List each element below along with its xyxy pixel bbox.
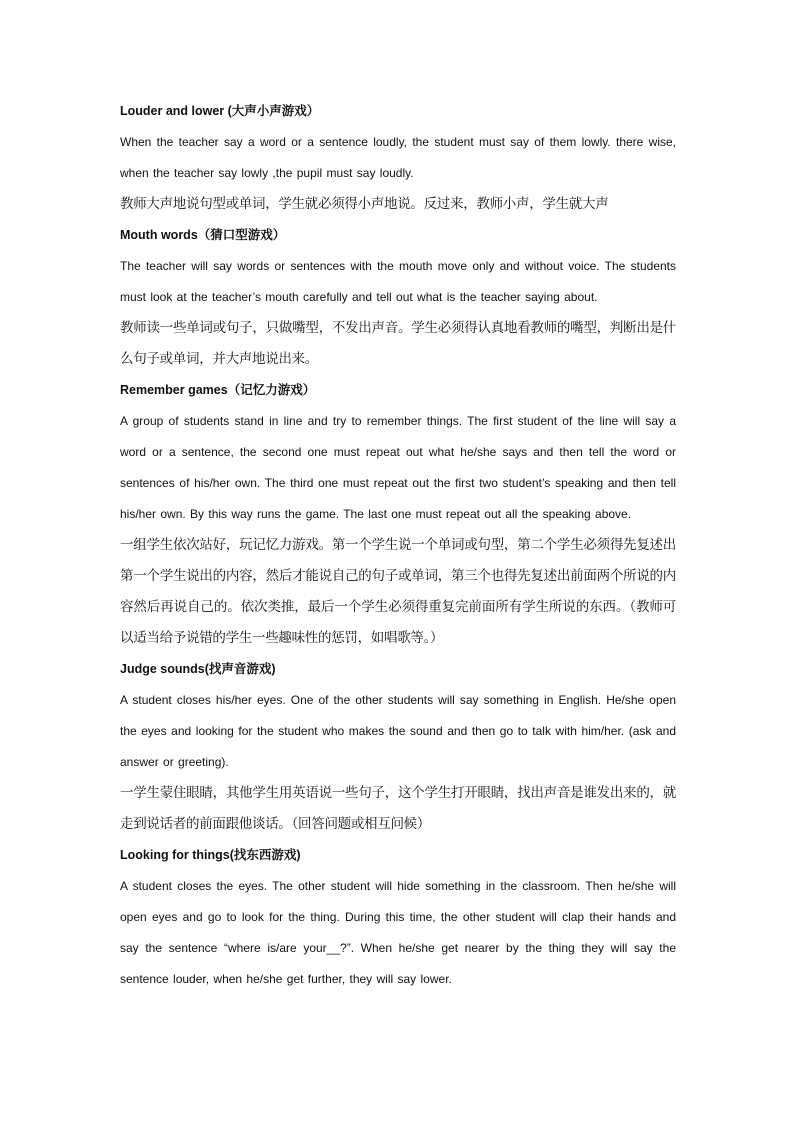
english-paragraph: A student closes the eyes. The other student will hide something in the classroom. Then he/she will open eyes and go to look for the thing. During this time, the other student will clap their hands and say the sentence “where is/are your__?”. When he/she get nearer by the thing they will say the sentence louder, when he/she get further, they will say lower.: [120, 879, 676, 986]
chinese-paragraph: 教师读一些单词或句子，只做嘴型，不发出声音。学生必须得认真地看教师的嘴型，判断出是什么句子或单词，并大声地说出来。: [120, 320, 676, 367]
english-paragraph: When the teacher say a word or a sentence loudly, the student must say of them lowly. there wise, when the teacher say lowly ,the pupil must say loudly.: [120, 135, 676, 180]
section-title: Looking for things(找东西游戏): [120, 848, 301, 862]
chinese-paragraph: 教师大声地说句型或单词，学生就必须得小声地说。反过来，教师小声，学生就大声: [120, 196, 609, 212]
section-title: Louder and lower (大声小声游戏）: [120, 104, 320, 118]
section-judge-sounds: [120, 654, 676, 840]
document-page: [120, 96, 676, 995]
english-paragraph: The teacher will say words or sentences with the mouth move only and without voice. The students must look at the teacher’s mouth carefully and tell out what is the teacher saying about.: [120, 259, 676, 304]
section-remember-games: [120, 375, 676, 654]
chinese-paragraph: 一学生蒙住眼睛，其他学生用英语说一些句子，这个学生打开眼睛，找出声音是谁发出来的，就走到说话者的前面跟他谈话。（回答问题或相互问候）: [120, 785, 676, 832]
english-paragraph: A student closes his/her eyes. One of the other students will say something in English. He/she open the eyes and looking for the student who makes the sound and then go to talk with him/her. (ask and answer or greeting).: [120, 693, 676, 769]
section-title: Judge sounds(找声音游戏): [120, 662, 276, 676]
section-louder-and-lower: [120, 96, 676, 220]
section-title: Remember games（记忆力游戏）: [120, 383, 316, 397]
section-mouth-words: [120, 220, 676, 375]
section-looking-for-things: [120, 840, 676, 995]
section-title: Mouth words（猜口型游戏）: [120, 228, 286, 242]
english-paragraph: A group of students stand in line and try to remember things. The first student of the line will say a word or a sentence, the second one must repeat out what he/she says and then tell the word or sentences of his/her own. The third one must repeat out the first two student’s speaking and then tell his/her own. By this way runs the game. The last one must repeat out all the speaking above.: [120, 414, 676, 521]
chinese-paragraph: 一组学生依次站好，玩记忆力游戏。第一个学生说一个单词或句型，第二个学生必须得先复述出第一个学生说出的内容，然后才能说自己的句子或单词，第三个也得先复述出前面两个所说的内容然后再说自己的。依次类推，最后一个学生必须得重复完前面所有学生所说的东西。（教师可以适当给予说错的学生一些趣味性的惩罚，如唱歌等。）: [120, 537, 676, 646]
